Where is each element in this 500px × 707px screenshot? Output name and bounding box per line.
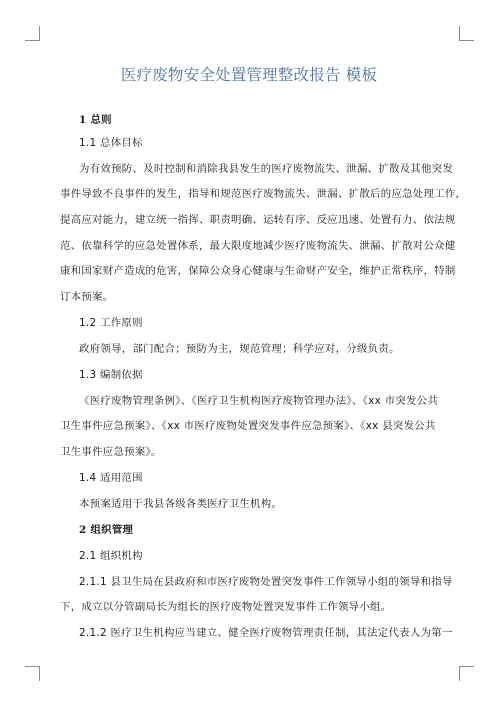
section-heading: 1.1 总体目标 (79, 137, 143, 149)
crop-mark-top-left (25, 26, 40, 41)
crop-mark-top-right (459, 26, 474, 41)
section-heading: 1.2 工作原则 (79, 317, 143, 329)
paragraph-line: 卫生事件应急预案》。 (60, 446, 162, 458)
section-heading: 1.4 适用范围 (79, 472, 143, 484)
paragraph-line: 提高应对能力，建立统一指挥、职责明确、运转有序、反应迅速、处置有力、依法规 (60, 214, 456, 226)
section-heading: 1 总则 (79, 114, 112, 126)
document-page (60, 62, 467, 654)
document-title: 医疗废物安全处置管理整改报告 模板 (120, 66, 378, 84)
crop-mark-bottom-left (25, 666, 40, 681)
paragraph-line: 政府领导，部门配合；预防为主，规范管理；科学应对，分级负责。 (79, 343, 400, 355)
document-body (60, 114, 467, 654)
paragraph-line: 为有效预防、及时控制和消除我县发生的医疗废物流失、泄漏、扩散及其他突发 (79, 163, 454, 175)
paragraph-line: 康和国家财产造成的危害，保障公众身心健康与生命财产安全，维护正常秩序，特制 (60, 265, 456, 277)
paragraph-line: 2.1.2 医疗卫生机构应当建立、健全医疗废物管理责任制，其法定代表人为第一 (79, 627, 453, 639)
section-heading: 1.3 编制依据 (79, 369, 143, 381)
crop-mark-bottom-right (459, 666, 474, 681)
section-heading: 2 组织管理 (79, 524, 134, 536)
paragraph-line: 范、依靠科学的应急处置体系，最大限度地减少医疗废物流失、泄漏、扩散对公众健 (60, 240, 456, 252)
paragraph-line: 卫生事件应急预案》、《xx 市医疗废物处置突发事件应急预案》、《xx 县突发公共 (60, 420, 436, 432)
paragraph-line: 本预案适用于我县各级各类医疗卫生机构。 (79, 498, 283, 510)
section-heading: 2.1 组织机构 (79, 550, 143, 562)
paragraph-line: 事件导致不良事件的发生，指导和规范医疗废物流失、泄漏、扩散后的应急处理工作， (60, 188, 467, 200)
paragraph-line: 下，成立以分管副局长为组长的医疗废物处置突发事件工作领导小组。 (60, 601, 392, 613)
paragraph-line: 2.1.1 县卫生局在县政府和市医疗废物处置突发事件工作领导小组的领导和指导 (79, 576, 453, 588)
paragraph-line: 《医疗废物管理条例》、《医疗卫生机构医疗废物管理办法》、《xx 市突发公共 (79, 395, 439, 407)
paragraph-line: 订本预案。 (60, 291, 114, 303)
